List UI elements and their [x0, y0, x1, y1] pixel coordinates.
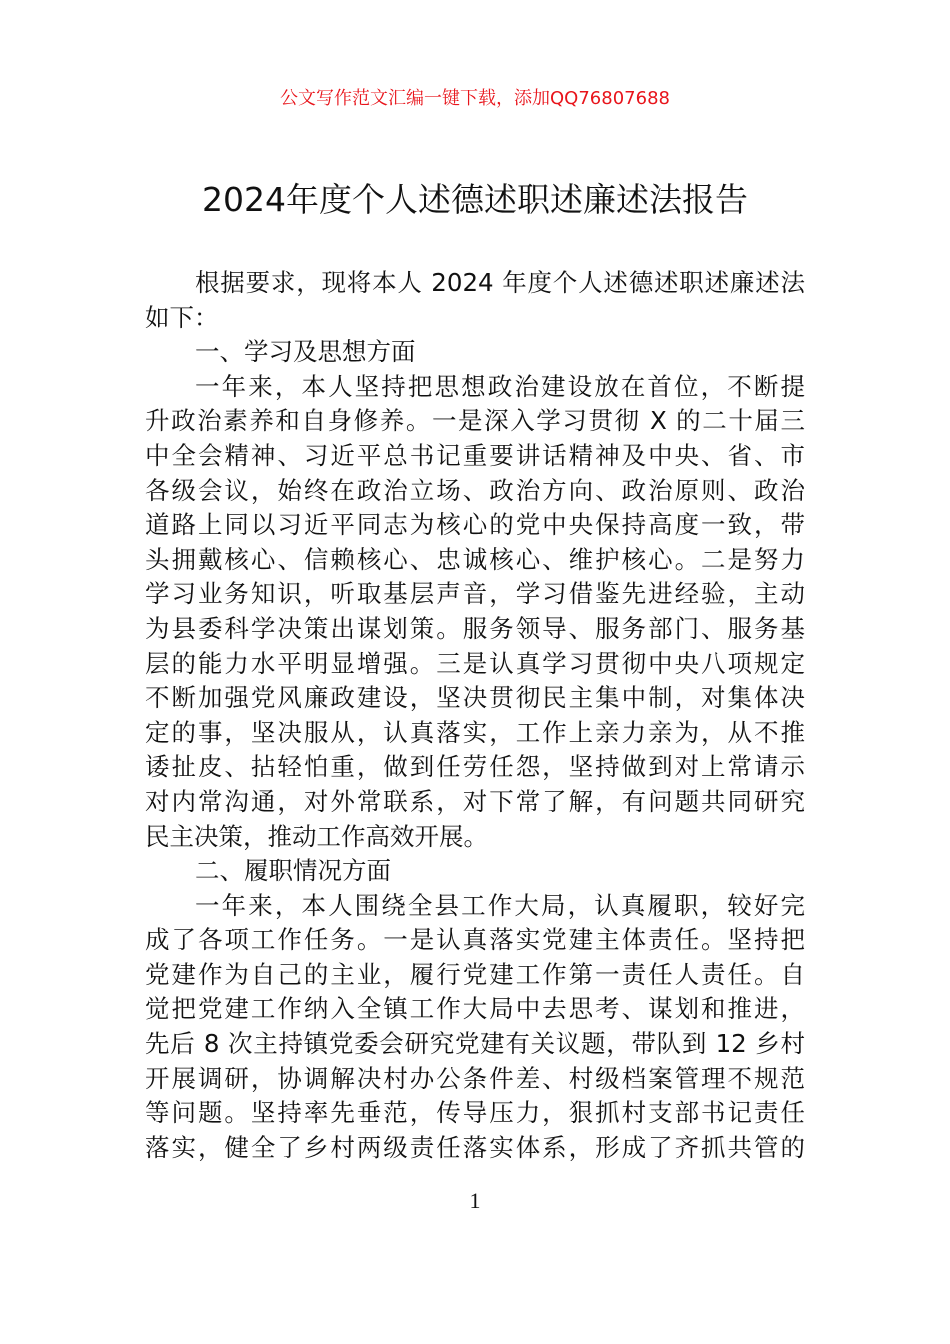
text-line: 一、学习及思想方面 [195, 337, 416, 367]
text-line: 一年来，本人围绕全县工作大局，认真履职，较好完 [195, 890, 805, 920]
text-line: 等问题。坚持率先垂范，传导压力，狠抓村支部书记责任 [145, 1098, 805, 1128]
text-line: 开展调研，协调解决村办公条件差、村级档案管理不规范 [145, 1063, 805, 1093]
text-line: 头拥戴核心、信赖核心、忠诚核心、维护核心。二是努力 [145, 544, 805, 574]
page-number: 1 [469, 1188, 481, 1213]
promo-header: 公文写作范文汇编一键下载，添加QQ76807688 [280, 88, 670, 109]
text-line: 学习业务知识，听取基层声音，学习借鉴先进经验，主动 [145, 579, 805, 609]
text-line: 诿扯皮、拈轻怕重，做到任劳任怨，坚持做到对上常请示 [145, 752, 805, 782]
section-heading [145, 335, 805, 370]
text-line: 觉把党建工作纳入全镇工作大局中去思考、谋划和推进， [145, 994, 805, 1024]
text-line: 不断加强党风廉政建设，坚决贯彻民主集中制，对集体决 [145, 683, 805, 713]
text-line: 民主决策，推动工作高效开展。 [145, 821, 488, 851]
text-line: 一年来，本人坚持把思想政治建设放在首位，不断提 [195, 371, 805, 401]
text-line: 落实，健全了乡村两级责任落实体系，形成了齐抓共管的 [145, 1132, 805, 1162]
text-line: 各级会议，始终在政治立场、政治方向、政治原则、政治 [145, 475, 805, 505]
text-line: 中全会精神、习近平总书记重要讲话精神及中央、省、市 [145, 440, 805, 470]
paragraph [145, 266, 805, 335]
section-heading [145, 854, 805, 889]
paragraph [145, 889, 805, 1166]
paragraph [145, 370, 805, 854]
text-line: 对内常沟通，对外常联系，对下常了解，有问题共同研究 [145, 786, 805, 816]
text-line: 为县委科学决策出谋划策。服务领导、服务部门、服务基 [145, 613, 805, 643]
text-line: 根据要求，现将本人 2024 年度个人述德述职述廉述法 [195, 268, 805, 297]
text-line: 定的事，坚决服从，认真落实，工作上亲力亲为，从不推 [145, 717, 805, 747]
document-title: 2024年度个人述德述职述廉述法报告 [202, 180, 748, 219]
text-line: 成了各项工作任务。一是认真落实党建主体责任。坚持把 [145, 925, 805, 955]
text-line: 升政治素养和自身修养。一是深入学习贯彻 X 的二十届三 [145, 406, 805, 436]
text-line: 层的能力水平明显增强。三是认真学习贯彻中央八项规定 [145, 648, 805, 678]
document-body [145, 266, 805, 1165]
text-line: 先后 8 次主持镇党委会研究党建有关议题，带队到 12 乡村 [145, 1029, 805, 1059]
text-line: 道路上同以习近平同志为核心的党中央保持高度一致，带 [145, 510, 805, 540]
text-line: 二、履职情况方面 [195, 856, 391, 886]
text-line: 如下： [145, 302, 219, 332]
text-line: 党建作为自己的主业，履行党建工作第一责任人责任。自 [145, 959, 805, 989]
